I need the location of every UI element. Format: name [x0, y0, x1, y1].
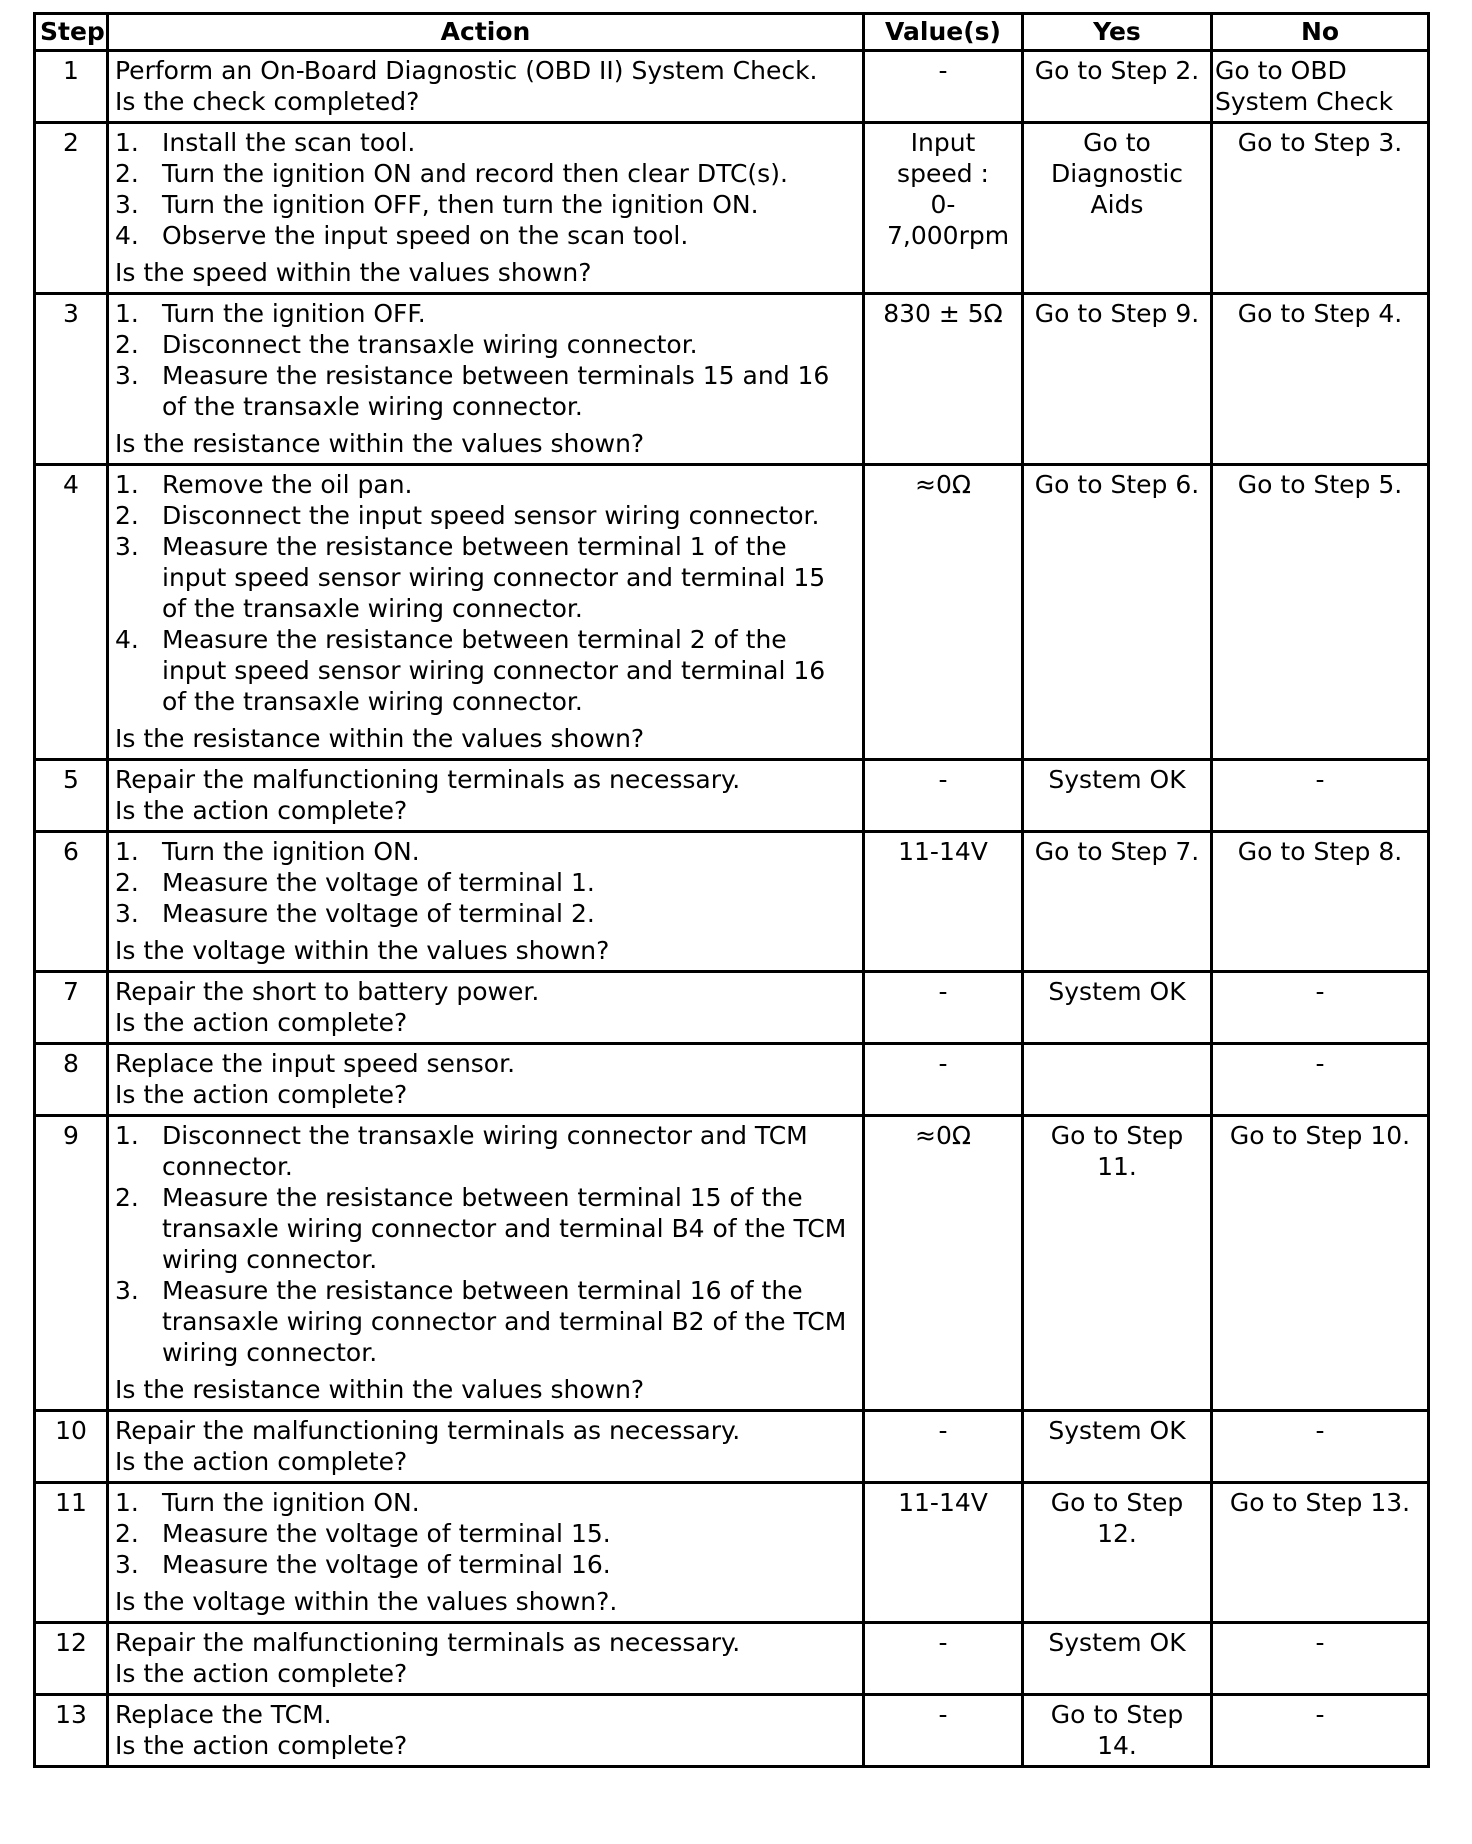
action-step-item: 2. Disconnect the input speed sensor wiring connector. [115, 501, 820, 530]
action-step-item: 1. Turn the ignition ON. [115, 1488, 420, 1517]
action-cell [108, 1623, 864, 1695]
action-step-text: Measure the voltage of terminal 2. [162, 899, 595, 928]
value-cell: 11-14V [864, 832, 1023, 972]
no-cell: Go to OBD System Check [1212, 51, 1429, 123]
action-text: Repair the malfunctioning terminals as necessary. [115, 1416, 741, 1445]
value-cell: ≈0Ω [864, 1116, 1023, 1411]
action-question: Is the action complete? [115, 1447, 408, 1476]
action-step-item: 3. Measure the resistance between terminals 15 and 16 of the transaxle wiring connector. [115, 361, 830, 421]
table-row [35, 760, 1429, 832]
action-cell [108, 760, 864, 832]
step-number: 13 [35, 1695, 108, 1767]
value-cell: - [864, 760, 1023, 832]
action-step-text: Turn the ignition ON and record then clear DTC(s). [162, 159, 788, 188]
no-cell: Go to Step 8. [1212, 832, 1429, 972]
yes-cell: System OK [1023, 972, 1212, 1044]
action-step-text: Disconnect the input speed sensor wiring connector. [162, 501, 820, 530]
no-cell: - [1212, 1044, 1429, 1116]
step-number: 7 [35, 972, 108, 1044]
action-step-item: 2. Measure the resistance between terminal 15 of the transaxle wiring connector and terminal B4 of the TCM wiring connector. [115, 1183, 847, 1274]
action-step-text: Disconnect the transaxle wiring connector and TCM connector. [162, 1121, 808, 1181]
action-step-item: 2. Disconnect the transaxle wiring connector. [115, 330, 698, 359]
value-cell: - [864, 972, 1023, 1044]
action-question: Is the voltage within the values shown? [115, 936, 610, 965]
yes-cell: System OK [1023, 760, 1212, 832]
header-no: No [1212, 14, 1429, 51]
header-action: Action [108, 14, 864, 51]
action-question: Is the action complete? [115, 1080, 408, 1109]
action-step-text: Turn the ignition OFF. [162, 299, 426, 328]
yes-cell: Go to Step 9. [1023, 294, 1212, 465]
action-step-text: Install the scan tool. [162, 128, 416, 157]
action-text: Replace the TCM. [115, 1700, 332, 1729]
action-steps-list [115, 836, 856, 929]
header-yes: Yes [1023, 14, 1212, 51]
action-step-item: 2. Turn the ignition ON and record then clear DTC(s). [115, 159, 788, 188]
action-steps-list [115, 1120, 856, 1368]
no-cell: - [1212, 760, 1429, 832]
table-row [35, 1411, 1429, 1483]
action-cell [108, 832, 864, 972]
step-number: 6 [35, 832, 108, 972]
value-cell: 830 ± 5Ω [864, 294, 1023, 465]
yes-cell: Go to Diagnostic Aids [1023, 123, 1212, 294]
action-steps-list [115, 469, 856, 717]
table-row [35, 123, 1429, 294]
yes-cell: Go to Step 12. [1023, 1483, 1212, 1623]
action-cell [108, 972, 864, 1044]
no-cell: - [1212, 1411, 1429, 1483]
step-number: 12 [35, 1623, 108, 1695]
action-cell [108, 1411, 864, 1483]
yes-cell: System OK [1023, 1623, 1212, 1695]
yes-cell: Go to Step 7. [1023, 832, 1212, 972]
action-step-item: 1. Turn the ignition ON. [115, 837, 420, 866]
value-cell: 11-14V [864, 1483, 1023, 1623]
no-cell: - [1212, 1695, 1429, 1767]
no-cell: - [1212, 972, 1429, 1044]
action-steps-list [115, 298, 856, 422]
action-step-item: 1. Install the scan tool. [115, 128, 416, 157]
action-question: Is the action complete? [115, 796, 408, 825]
yes-cell: Go to Step 11. [1023, 1116, 1212, 1411]
action-cell [108, 294, 864, 465]
value-cell: Input speed : 0-7,000rpm [864, 123, 1023, 294]
action-step-text: Measure the voltage of terminal 15. [162, 1519, 611, 1548]
value-cell: - [864, 1695, 1023, 1767]
action-step-item: 4. Observe the input speed on the scan tool. [115, 221, 689, 250]
header-step: Step [35, 14, 108, 51]
table-row [35, 51, 1429, 123]
action-question: Is the resistance within the values shown? [115, 429, 645, 458]
step-number: 3 [35, 294, 108, 465]
action-question: Is the check completed? [115, 87, 420, 116]
table-row [35, 1695, 1429, 1767]
action-text: Replace the input speed sensor. [115, 1049, 516, 1078]
action-step-text: Measure the resistance between terminal 1 of the input speed sensor wiring connector and terminal 15 of the transaxle wiring connector. [162, 532, 826, 623]
action-text: Repair the short to battery power. [115, 977, 540, 1006]
step-number: 5 [35, 760, 108, 832]
action-question: Is the resistance within the values shown? [115, 724, 645, 753]
action-step-item: 1. Remove the oil pan. [115, 470, 413, 499]
action-question: Is the action complete? [115, 1659, 408, 1688]
value-cell: ≈0Ω [864, 465, 1023, 760]
action-step-text: Remove the oil pan. [162, 470, 413, 499]
action-step-text: Turn the ignition ON. [162, 837, 420, 866]
step-number: 1 [35, 51, 108, 123]
no-cell: - [1212, 1623, 1429, 1695]
action-step-text: Disconnect the transaxle wiring connector. [162, 330, 698, 359]
action-question: Is the voltage within the values shown?. [115, 1587, 618, 1616]
step-number: 10 [35, 1411, 108, 1483]
table-row [35, 1483, 1429, 1623]
table-row [35, 1623, 1429, 1695]
step-number: 4 [35, 465, 108, 760]
action-step-text: Measure the resistance between terminal 2 of the input speed sensor wiring connector and terminal 16 of the transaxle wiring connector. [162, 625, 826, 716]
yes-cell: Go to Step 14. [1023, 1695, 1212, 1767]
action-steps-list [115, 1487, 856, 1580]
action-question: Is the resistance within the values shown? [115, 1375, 645, 1404]
table-row [35, 1116, 1429, 1411]
table-row [35, 832, 1429, 972]
step-number: 2 [35, 123, 108, 294]
table-row [35, 1044, 1429, 1116]
action-step-item: 1. Turn the ignition OFF. [115, 299, 426, 328]
action-step-item: 3. Measure the resistance between terminal 16 of the transaxle wiring connector and terminal B2 of the TCM wiring connector. [115, 1276, 847, 1367]
action-step-item: 3. Measure the voltage of terminal 16. [115, 1550, 611, 1579]
diagnostic-table [33, 12, 1430, 1768]
yes-cell: System OK [1023, 1411, 1212, 1483]
table-row [35, 294, 1429, 465]
action-step-text: Measure the resistance between terminal 16 of the transaxle wiring connector and terminal B2 of the TCM wiring connector. [162, 1276, 847, 1367]
action-question: Is the speed within the values shown? [115, 258, 592, 287]
yes-cell: Go to Step 2. [1023, 51, 1212, 123]
step-number: 8 [35, 1044, 108, 1116]
action-cell [108, 51, 864, 123]
action-cell [108, 1044, 864, 1116]
action-step-item: 2. Measure the voltage of terminal 15. [115, 1519, 611, 1548]
value-cell: - [864, 51, 1023, 123]
header-row [35, 14, 1429, 51]
action-step-text: Turn the ignition OFF, then turn the ignition ON. [162, 190, 759, 219]
action-cell [108, 123, 864, 294]
action-step-text: Measure the voltage of terminal 16. [162, 1550, 611, 1579]
action-step-item: 1. Disconnect the transaxle wiring connector and TCM connector. [115, 1121, 808, 1181]
action-cell [108, 1483, 864, 1623]
action-cell [108, 465, 864, 760]
step-number: 11 [35, 1483, 108, 1623]
yes-cell: Go to Step 6. [1023, 465, 1212, 760]
value-cell: - [864, 1623, 1023, 1695]
action-step-item: 2. Measure the voltage of terminal 1. [115, 868, 595, 897]
action-step-text: Measure the voltage of terminal 1. [162, 868, 595, 897]
action-question: Is the action complete? [115, 1731, 408, 1760]
action-step-text: Turn the ignition ON. [162, 1488, 420, 1517]
action-step-item: 3. Turn the ignition OFF, then turn the ignition ON. [115, 190, 759, 219]
value-cell: - [864, 1411, 1023, 1483]
action-step-text: Measure the resistance between terminal 15 of the transaxle wiring connector and terminal B4 of the TCM wiring connector. [162, 1183, 847, 1274]
action-step-text: Measure the resistance between terminals 15 and 16 of the transaxle wiring connector. [162, 361, 830, 421]
action-step-item: 3. Measure the resistance between terminal 1 of the input speed sensor wiring connector and terminal 15 of the transaxle wiring connector. [115, 532, 826, 623]
no-cell: Go to Step 5. [1212, 465, 1429, 760]
action-cell [108, 1695, 864, 1767]
action-steps-list [115, 127, 856, 251]
no-cell: Go to Step 4. [1212, 294, 1429, 465]
header-values: Value(s) [864, 14, 1023, 51]
yes-cell [1023, 1044, 1212, 1116]
action-text: Perform an On-Board Diagnostic (OBD II) System Check. [115, 56, 818, 85]
table-row [35, 972, 1429, 1044]
action-step-item: 4. Measure the resistance between terminal 2 of the input speed sensor wiring connector and terminal 16 of the transaxle wiring connector. [115, 625, 826, 716]
table-body [35, 51, 1429, 1767]
action-step-item: 3. Measure the voltage of terminal 2. [115, 899, 595, 928]
action-cell [108, 1116, 864, 1411]
no-cell: Go to Step 13. [1212, 1483, 1429, 1623]
action-step-text: Observe the input speed on the scan tool. [162, 221, 689, 250]
step-number: 9 [35, 1116, 108, 1411]
value-cell: - [864, 1044, 1023, 1116]
no-cell: Go to Step 10. [1212, 1116, 1429, 1411]
table-row [35, 465, 1429, 760]
action-text: Repair the malfunctioning terminals as necessary. [115, 1628, 741, 1657]
action-text: Repair the malfunctioning terminals as necessary. [115, 765, 741, 794]
action-question: Is the action complete? [115, 1008, 408, 1037]
no-cell: Go to Step 3. [1212, 123, 1429, 294]
